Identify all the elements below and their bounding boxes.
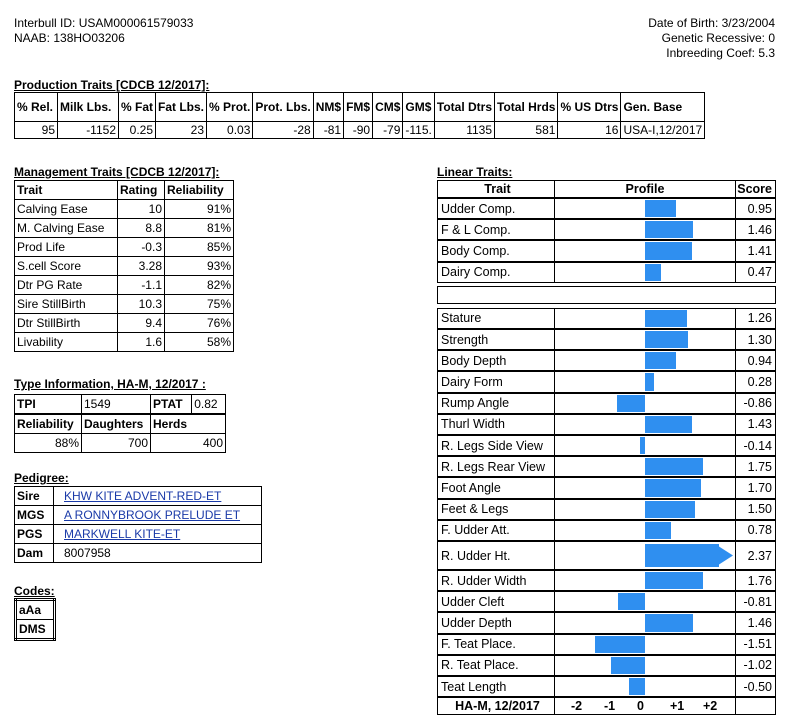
mgmt-trait: M. Calving Ease bbox=[15, 219, 118, 238]
tpi-value: 1549 bbox=[82, 395, 151, 414]
mgmt-h-rating: Rating bbox=[118, 181, 165, 200]
mgmt-rating: 10 bbox=[118, 200, 165, 219]
linear-trait-row bbox=[437, 499, 776, 520]
linear-score: -0.50 bbox=[743, 679, 772, 694]
mgmt-rel: 91% bbox=[165, 200, 234, 219]
mgmt-rating: 9.4 bbox=[118, 314, 165, 333]
linear-score: 1.46 bbox=[747, 222, 772, 237]
linear-bar bbox=[645, 221, 693, 238]
table-row bbox=[15, 219, 234, 238]
prod-v-total-hrds: 581 bbox=[495, 122, 558, 139]
linear-bar bbox=[645, 501, 695, 518]
linear-trait-row bbox=[437, 393, 776, 414]
mgmt-rel: 81% bbox=[165, 219, 234, 238]
linear-score: 0.78 bbox=[747, 523, 772, 538]
prod-v-milk: -1152 bbox=[58, 122, 119, 139]
linear-score: 1.70 bbox=[747, 480, 772, 495]
linear-trait-name: Dairy Comp. bbox=[438, 263, 555, 282]
linear-trait-name: Body Depth bbox=[438, 351, 555, 370]
linear-trait-name: R. Legs Rear View bbox=[438, 457, 555, 476]
linear-axis-tick: -1 bbox=[604, 699, 616, 714]
herds-value: 400 bbox=[151, 434, 226, 453]
linear-trait-row bbox=[437, 634, 776, 655]
linear-bar bbox=[645, 264, 661, 281]
linear-bar bbox=[645, 310, 687, 327]
prod-h-milk: Milk Lbs. bbox=[58, 93, 119, 122]
linear-trait-row bbox=[437, 541, 776, 570]
prod-v-fat-pct: 0.25 bbox=[119, 122, 156, 139]
linear-profile-cell bbox=[555, 351, 736, 370]
production-header-row bbox=[15, 93, 705, 122]
prod-h-fat-pct: % Fat bbox=[119, 93, 156, 122]
mgmt-rating: 1.6 bbox=[118, 333, 165, 352]
prod-v-prot-pct: 0.03 bbox=[207, 122, 253, 139]
linear-trait-name: Udder Depth bbox=[438, 613, 555, 632]
prod-h-gm: GM$ bbox=[403, 93, 434, 122]
linear-profile-cell bbox=[555, 330, 736, 349]
linear-trait-row bbox=[437, 612, 776, 633]
prod-v-gen-base: USA-I,12/2017 bbox=[621, 122, 705, 139]
mgmt-rel: 85% bbox=[165, 238, 234, 257]
linear-score: 1.43 bbox=[747, 417, 772, 432]
pedigree-row-mgs bbox=[15, 506, 262, 525]
pedigree-label: Sire bbox=[15, 487, 54, 506]
mgmt-trait: Sire StillBirth bbox=[15, 295, 118, 314]
linear-score: 1.75 bbox=[747, 459, 772, 474]
linear-bar bbox=[645, 614, 693, 631]
linear-bar bbox=[645, 522, 671, 539]
linear-axis-tick: +1 bbox=[670, 699, 685, 714]
pedigree-label: MGS bbox=[15, 506, 54, 525]
pedigree-label: Dam bbox=[15, 544, 54, 563]
linear-trait-name: Strength bbox=[438, 330, 555, 349]
linear-trait-name: Udder Comp. bbox=[438, 199, 555, 218]
management-title: Management Traits [CDCB 12/2017]: bbox=[14, 165, 220, 179]
linear-profile-cell bbox=[555, 571, 736, 590]
linear-trait-row bbox=[437, 477, 776, 498]
linear-footer-label: HA-M, 12/2017 bbox=[438, 698, 555, 714]
prod-v-cm: -79 bbox=[373, 122, 403, 139]
linear-profile-cell bbox=[555, 500, 736, 519]
linear-bar-arrow bbox=[645, 544, 733, 567]
linear-bar bbox=[595, 636, 645, 653]
mgmt-trait: Livability bbox=[15, 333, 118, 352]
linear-footer-score bbox=[735, 698, 775, 714]
linear-axis-tick: +2 bbox=[703, 699, 718, 714]
table-row bbox=[15, 200, 234, 219]
table-row bbox=[15, 276, 234, 295]
prod-h-cm: CM$ bbox=[373, 93, 403, 122]
prod-v-total-dtrs: 1135 bbox=[434, 122, 494, 139]
linear-profile-cell bbox=[555, 394, 736, 413]
table-row bbox=[15, 314, 234, 333]
linear-score: 1.26 bbox=[747, 311, 772, 326]
prod-v-rel: 95 bbox=[15, 122, 58, 139]
linear-trait-row bbox=[437, 655, 776, 676]
linear-profile-cell bbox=[555, 220, 736, 239]
linear-score: -0.14 bbox=[743, 438, 772, 453]
linear-profile-cell bbox=[555, 521, 736, 540]
header-right bbox=[648, 16, 775, 61]
dam-value: 8007958 bbox=[54, 544, 262, 563]
linear-score: -1.02 bbox=[743, 658, 772, 673]
linear-trait-row bbox=[437, 371, 776, 392]
linear-score: 1.46 bbox=[747, 615, 772, 630]
linear-profile-cell bbox=[555, 241, 736, 260]
production-title: Production Traits [CDCB 12/2017]: bbox=[14, 78, 210, 92]
linear-bar bbox=[645, 352, 676, 369]
linear-col-trait: Trait bbox=[438, 181, 555, 197]
linear-trait-row bbox=[437, 676, 776, 697]
linear-profile-cell bbox=[555, 656, 736, 675]
linear-trait-row bbox=[437, 198, 776, 219]
linear-score: -0.86 bbox=[743, 396, 772, 411]
linear-trait-row bbox=[437, 570, 776, 591]
mgmt-rating: 3.28 bbox=[118, 257, 165, 276]
linear-bar bbox=[617, 395, 645, 412]
mgmt-h-trait: Trait bbox=[15, 181, 118, 200]
code-item: aAa bbox=[16, 600, 55, 620]
ptat-label: PTAT bbox=[151, 395, 192, 414]
codes-table bbox=[14, 598, 56, 641]
production-table bbox=[14, 92, 705, 139]
linear-spacer-row bbox=[437, 286, 776, 304]
linear-bar bbox=[611, 657, 645, 674]
linear-profile-cell bbox=[555, 613, 736, 632]
linear-bar bbox=[645, 373, 654, 390]
prod-h-gen-base: Gen. Base bbox=[621, 93, 705, 122]
prod-h-fat-lbs: Fat Lbs. bbox=[156, 93, 207, 122]
codes-title: Codes: bbox=[14, 584, 55, 598]
prod-v-gm: -115. bbox=[403, 122, 434, 139]
linear-score: 0.47 bbox=[747, 265, 772, 280]
pedigree-row-sire bbox=[15, 487, 262, 506]
linear-title: Linear Traits: bbox=[437, 165, 513, 179]
linear-profile-cell bbox=[555, 263, 736, 282]
linear-bar bbox=[645, 242, 692, 259]
pedigree-row-pgs bbox=[15, 525, 262, 544]
linear-profile-cell bbox=[555, 478, 736, 497]
mgmt-rel: 82% bbox=[165, 276, 234, 295]
mgmt-rel: 75% bbox=[165, 295, 234, 314]
type-info-row-1 bbox=[15, 395, 226, 414]
mgmt-rel: 58% bbox=[165, 333, 234, 352]
pgs-link[interactable]: MARKWELL KITE-ET bbox=[64, 527, 181, 541]
pedigree-title: Pedigree: bbox=[14, 471, 69, 485]
prod-v-fm: -90 bbox=[344, 122, 373, 139]
linear-trait-name: F. Udder Att. bbox=[438, 521, 555, 540]
code-item: DMS bbox=[16, 620, 55, 640]
linear-trait-name: Thurl Width bbox=[438, 415, 555, 434]
linear-profile-cell bbox=[555, 635, 736, 654]
linear-profile-cell bbox=[555, 309, 736, 328]
pedigree-label: PGS bbox=[15, 525, 54, 544]
table-row bbox=[15, 238, 234, 257]
linear-trait-name: R. Udder Width bbox=[438, 571, 555, 590]
type-info-title: Type Information, HA-M, 12/2017 : bbox=[14, 377, 206, 391]
linear-profile-cell bbox=[555, 372, 736, 391]
table-row bbox=[15, 333, 234, 352]
linear-trait-name: Rump Angle bbox=[438, 394, 555, 413]
linear-trait-name: Teat Length bbox=[438, 677, 555, 696]
prod-h-prot-pct: % Prot. bbox=[207, 93, 253, 122]
mgmt-trait: Dtr PG Rate bbox=[15, 276, 118, 295]
linear-trait-row bbox=[437, 262, 776, 283]
linear-bar bbox=[629, 678, 646, 695]
daughters-value: 700 bbox=[82, 434, 151, 453]
pedigree-table bbox=[14, 486, 262, 563]
linear-trait-name: Foot Angle bbox=[438, 478, 555, 497]
prod-h-us-dtrs: % US Dtrs bbox=[558, 93, 621, 122]
linear-axis-tick: -2 bbox=[571, 699, 583, 714]
prod-h-total-hrds: Total Hrds bbox=[495, 93, 558, 122]
mgmt-rating: -0.3 bbox=[118, 238, 165, 257]
linear-score: 1.50 bbox=[747, 502, 772, 517]
mgmt-rel: 76% bbox=[165, 314, 234, 333]
type-info-table-2 bbox=[14, 414, 226, 453]
linear-trait-row bbox=[437, 240, 776, 261]
linear-bar bbox=[645, 458, 703, 475]
prod-h-nm: NM$ bbox=[313, 93, 343, 122]
linear-col-profile: Profile bbox=[555, 181, 736, 197]
type-info-row-3 bbox=[15, 434, 226, 453]
linear-trait-name: Body Comp. bbox=[438, 241, 555, 260]
linear-trait-row bbox=[437, 456, 776, 477]
linear-bar bbox=[645, 200, 676, 217]
reliability-label: Reliability bbox=[15, 415, 82, 434]
linear-profile-cell bbox=[555, 436, 736, 455]
mgs-link[interactable]: A RONNYBROOK PRELUDE ET bbox=[64, 508, 241, 522]
linear-trait-row bbox=[437, 350, 776, 371]
linear-col-score: Score bbox=[737, 182, 772, 196]
linear-trait-row bbox=[437, 308, 776, 329]
linear-trait-name: Feet & Legs bbox=[438, 500, 555, 519]
production-value-row bbox=[15, 122, 705, 139]
naab-code: NAAB: 138HO03206 bbox=[14, 31, 125, 45]
tpi-label: TPI bbox=[15, 395, 82, 414]
linear-trait-name: R. Udder Ht. bbox=[438, 542, 555, 569]
table-row bbox=[15, 295, 234, 314]
linear-trait-name: Udder Cleft bbox=[438, 592, 555, 611]
prod-h-prot-lbs: Prot. Lbs. bbox=[253, 93, 313, 122]
management-header-row bbox=[15, 181, 234, 200]
prod-v-us-dtrs: 16 bbox=[558, 122, 621, 139]
mgmt-trait: Prod Life bbox=[15, 238, 118, 257]
linear-trait-row bbox=[437, 520, 776, 541]
linear-profile-cell bbox=[555, 677, 736, 696]
linear-score: 1.30 bbox=[747, 332, 772, 347]
linear-score: 1.41 bbox=[747, 243, 772, 258]
linear-score: 0.28 bbox=[747, 374, 772, 389]
linear-trait-name: F. Teat Place. bbox=[438, 635, 555, 654]
linear-trait-row bbox=[437, 219, 776, 240]
linear-trait-name: F & L Comp. bbox=[438, 220, 555, 239]
linear-profile-cell bbox=[555, 199, 736, 218]
prod-v-fat-lbs: 23 bbox=[156, 122, 207, 139]
linear-score: 1.76 bbox=[747, 573, 772, 588]
linear-bar bbox=[645, 479, 701, 496]
linear-score: -1.51 bbox=[743, 637, 772, 652]
interbull-id: Interbull ID: USAM000061579033 bbox=[14, 16, 194, 30]
linear-score: 0.95 bbox=[747, 201, 772, 216]
daughters-label: Daughters bbox=[82, 415, 151, 434]
linear-trait-row bbox=[437, 435, 776, 456]
header-left bbox=[14, 16, 193, 46]
linear-profile-cell bbox=[555, 415, 736, 434]
prod-v-prot-lbs: -28 bbox=[253, 122, 313, 139]
linear-profile-cell bbox=[555, 457, 736, 476]
ptat-value: 0.82 bbox=[192, 395, 226, 414]
management-table bbox=[14, 180, 234, 352]
table-row bbox=[15, 257, 234, 276]
reliability-value: 88% bbox=[15, 434, 82, 453]
mgmt-rel: 93% bbox=[165, 257, 234, 276]
prod-v-nm: -81 bbox=[313, 122, 343, 139]
linear-trait-name: Dairy Form bbox=[438, 372, 555, 391]
mgmt-rating: 10.3 bbox=[118, 295, 165, 314]
linear-trait-row bbox=[437, 414, 776, 435]
linear-bar bbox=[645, 331, 688, 348]
mgmt-trait: Calving Ease bbox=[15, 200, 118, 219]
mgmt-h-reliability: Reliability bbox=[165, 181, 234, 200]
linear-trait-name: R. Legs Side View bbox=[438, 436, 555, 455]
linear-axis bbox=[555, 698, 736, 714]
mgmt-rating: 8.8 bbox=[118, 219, 165, 238]
linear-header-row bbox=[437, 180, 776, 198]
linear-bar bbox=[645, 416, 692, 433]
linear-profile-cell bbox=[555, 592, 736, 611]
linear-bar bbox=[640, 437, 645, 454]
prod-h-total-dtrs: Total Dtrs bbox=[434, 93, 494, 122]
linear-score: -0.81 bbox=[743, 594, 772, 609]
linear-bar bbox=[645, 572, 703, 589]
type-info-table bbox=[14, 394, 226, 414]
inbreeding-coef: Inbreeding Coef: 5.3 bbox=[666, 46, 775, 60]
linear-score: 0.94 bbox=[747, 353, 772, 368]
linear-score: 2.37 bbox=[747, 548, 772, 563]
linear-bar bbox=[618, 593, 645, 610]
genetic-recessive: Genetic Recessive: 0 bbox=[661, 31, 775, 45]
pedigree-row-dam bbox=[15, 544, 262, 563]
mgmt-trait: S.cell Score bbox=[15, 257, 118, 276]
linear-trait-row bbox=[437, 329, 776, 350]
linear-trait-name: R. Teat Place. bbox=[438, 656, 555, 675]
prod-h-fm: FM$ bbox=[344, 93, 373, 122]
mgmt-trait: Dtr StillBirth bbox=[15, 314, 118, 333]
herds-label: Herds bbox=[151, 415, 226, 434]
linear-trait-name: Stature bbox=[438, 309, 555, 328]
date-of-birth: Date of Birth: 3/23/2004 bbox=[648, 16, 775, 30]
prod-h-rel: % Rel. bbox=[15, 93, 58, 122]
mgmt-rating: -1.1 bbox=[118, 276, 165, 295]
type-info-row-2 bbox=[15, 415, 226, 434]
linear-axis-tick: 0 bbox=[637, 699, 644, 714]
linear-footer-row bbox=[437, 697, 776, 715]
linear-profile-cell bbox=[555, 542, 736, 569]
sire-link[interactable]: KHW KITE ADVENT-RED-ET bbox=[64, 489, 222, 503]
linear-trait-row bbox=[437, 591, 776, 612]
